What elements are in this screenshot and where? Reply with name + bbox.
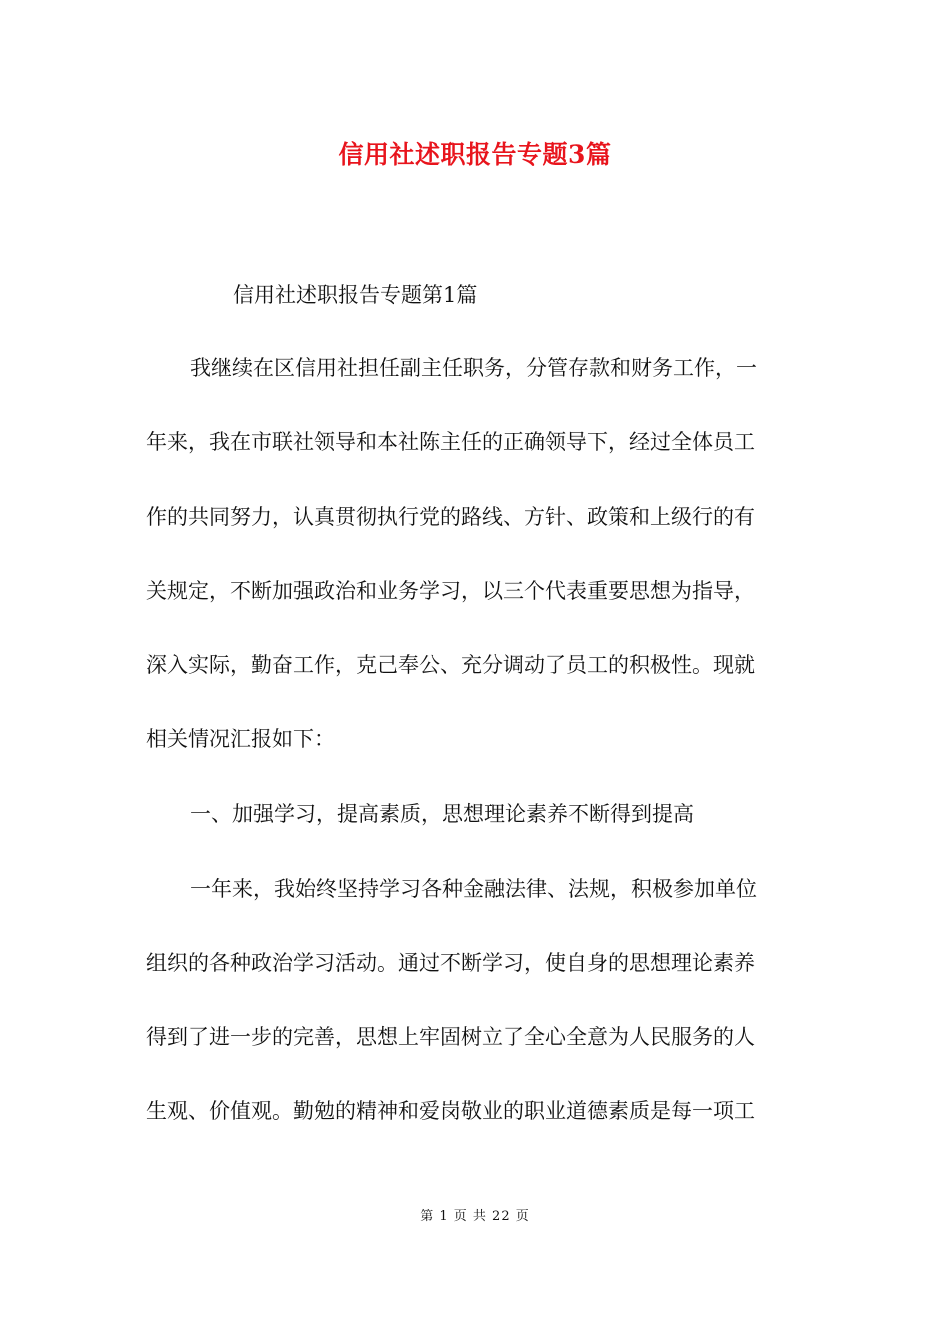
paragraph-line: 相关情况汇报如下： — [146, 727, 335, 751]
paragraph-line: 得到了进一步的完善，思想上牢固树立了全心全意为人民服务的人 — [146, 1025, 755, 1049]
section-heading: 一、加强学习，提高素质，思想理论素养不断得到提高 — [190, 802, 694, 826]
paragraph-line: 作的共同努力，认真贯彻执行党的路线、方针、政策和上级行的有 — [146, 505, 755, 529]
document-title: 信用社述职报告专题3篇 — [338, 140, 612, 169]
paragraph-line: 关规定，不断加强政治和业务学习，以三个代表重要思想为指导， — [146, 579, 755, 603]
section-subtitle: 信用社述职报告专题第1篇 — [233, 283, 478, 307]
paragraph-line: 年来，我在市联社领导和本社陈主任的正确领导下，经过全体员工 — [146, 430, 755, 454]
paragraph-line: 组织的各种政治学习活动。通过不断学习，使自身的思想理论素养 — [146, 951, 755, 975]
page-footer: 第 1 页 共 22 页 — [420, 1209, 530, 1224]
paragraph-line: 生观、价值观。勤勉的精神和爱岗敬业的职业道德素质是每一项工 — [146, 1099, 755, 1123]
paragraph-line: 一年来，我始终坚持学习各种金融法律、法规，积极参加单位 — [190, 877, 757, 901]
paragraph-line: 我继续在区信用社担任副主任职务，分管存款和财务工作，一 — [190, 356, 757, 380]
paragraph-line: 深入实际，勤奋工作，克己奉公、充分调动了员工的积极性。现就 — [146, 653, 755, 677]
